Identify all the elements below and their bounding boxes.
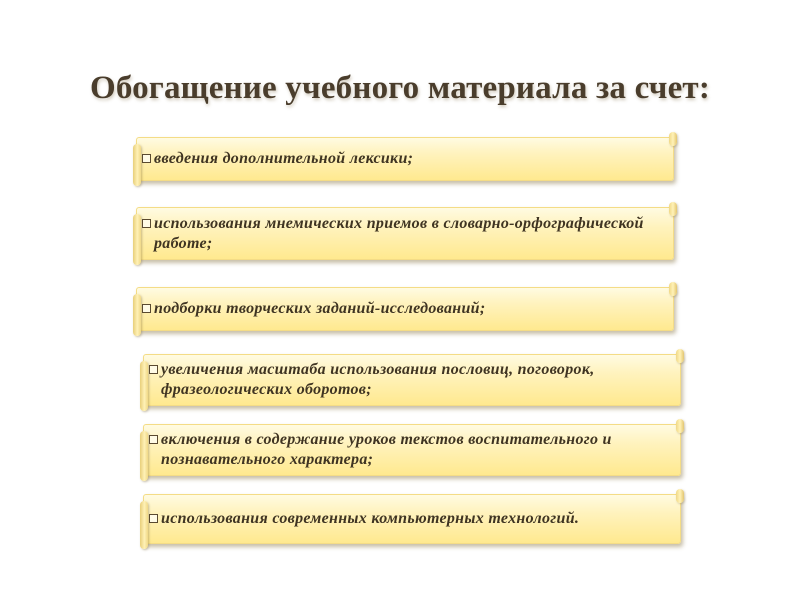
list-item-text: использования мнемических приемов в словарно-орфографической работе;	[154, 214, 644, 252]
list-item-row	[149, 360, 670, 400]
list-item-row	[142, 299, 663, 319]
list-item	[136, 137, 674, 181]
list-item-text: увеличения масштаба использования пословиц, поговорок, фразеологических оборотов;	[161, 361, 595, 398]
list-item-row	[142, 214, 663, 254]
list-item-text: включения в содержание уроков текстов воспитательного и познавательного характера;	[161, 431, 612, 468]
list-item	[136, 207, 674, 260]
square-bullet-icon	[142, 304, 151, 313]
square-bullet-icon	[149, 514, 158, 523]
list-item-row	[149, 509, 670, 529]
list-item	[136, 287, 674, 331]
square-bullet-icon	[142, 154, 151, 163]
list-item-text: подборки творческих заданий-исследований;	[154, 300, 486, 317]
list-item	[143, 494, 681, 544]
square-bullet-icon	[149, 435, 158, 444]
list-item-text: введения дополнительной лексики;	[154, 150, 414, 167]
list-item-text: использования современных компьютерных технологий.	[161, 510, 580, 527]
square-bullet-icon	[149, 365, 158, 374]
list-item-row	[149, 430, 670, 470]
list-item-row	[142, 149, 663, 169]
square-bullet-icon	[142, 219, 151, 228]
list-item	[143, 354, 681, 406]
slide-title: Обогащение учебного материала за счет:	[89, 70, 711, 106]
list-item	[143, 424, 681, 476]
